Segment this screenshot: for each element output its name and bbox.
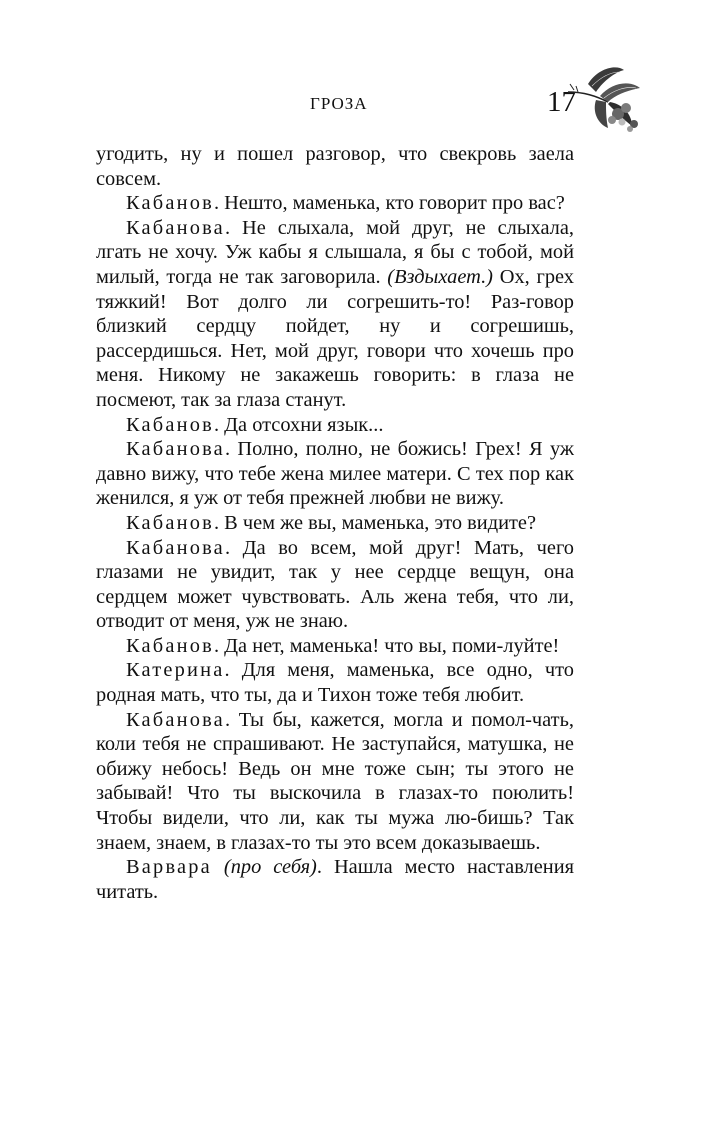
paragraph: [96, 191, 574, 216]
text-run: говор близкий сердцу пойдет, ну и согрешишь,: [96, 290, 574, 338]
stage-direction: (про себя): [223, 856, 317, 879]
speaker-name: Кабанов: [126, 413, 214, 436]
speaker-name: Кабанов: [126, 634, 214, 657]
speaker-name: Кабанов: [126, 511, 214, 534]
running-title: ГРОЗА: [310, 94, 368, 113]
paragraph: [96, 413, 574, 438]
text-run: пор как женился, я уж от тебя прежней любви не: [96, 462, 574, 510]
page-number: 17: [547, 86, 576, 118]
text-run: угодить, ну и пошел разговор, что свекровь заела: [96, 143, 574, 165]
text-run: про меня. Никому не закажешь говорить: в глаза: [96, 339, 574, 387]
text-run: [212, 856, 224, 878]
paragraph: [96, 536, 574, 634]
text-run: . Да нет, маменька! что вы, поми-: [213, 634, 504, 657]
text-run: совсем.: [96, 167, 162, 190]
text-run: . Да отсохни язык...: [213, 413, 384, 436]
text-run: . Да во всем, мой друг! Мать, чего: [224, 536, 574, 559]
text-run: луйте!: [503, 634, 560, 657]
paragraph: [96, 634, 574, 659]
speaker-name: Кабанова: [126, 438, 225, 461]
text-run: бишь? Так знаем, знаем, в глазах-то ты это всем: [96, 807, 575, 854]
paragraph: [96, 708, 574, 856]
text-run: чать, коли тебя не спрашивают. Не заступайся,: [96, 708, 574, 756]
text-run: мой милый, тогда не так заговорила.: [96, 241, 574, 288]
text-run: . Не слыхала, мой друг, не слыхала,: [224, 216, 574, 239]
paragraph: [96, 216, 574, 413]
text-run: глазами не увидит, так у нее сердце вещун, она: [96, 561, 574, 584]
text-run: сердцем может чувствовать. Аль жена тебя, что ли,: [96, 585, 574, 608]
speaker-name: Катерина: [126, 659, 225, 682]
text-run: вас?: [528, 192, 565, 215]
stage-direction: (Вздыхает.): [387, 265, 493, 288]
speaker-name: Кабанова: [126, 216, 225, 239]
text-run: доказываешь.: [421, 831, 541, 854]
speaker-name: Кабанова: [126, 536, 225, 559]
play-text: [96, 142, 574, 904]
text-run: читать.: [96, 880, 159, 903]
text-run: ты этого не забывай! Что ты выскочила в глазах-то: [96, 757, 574, 805]
speaker-name: Кабанов: [126, 192, 214, 215]
paragraph: [96, 658, 574, 707]
text-run: . Ты бы, кажется, могла и помол-: [224, 708, 532, 731]
text-run: матушка, не обижу небось! Ведь он мне тоже сын;: [96, 733, 574, 780]
text-run: вижу.: [456, 487, 504, 510]
text-run: поюлить! Чтобы видели, что ли, как ты мужа лю-: [96, 782, 574, 830]
text-run: . Полно, полно, не божись! Грех!: [224, 438, 522, 461]
text-run: . Нешто, маменька, кто говорит про: [213, 192, 524, 215]
text-run: Я уж давно вижу, что тебе жена милее матери. С тех: [96, 438, 574, 485]
text-run: рассердишься. Нет, мой друг, говори что хочешь: [96, 339, 535, 362]
text-run: . Нашла место наставления: [316, 856, 574, 879]
text-run: отводит от меня, уж не знаю.: [96, 610, 349, 633]
paragraph: [96, 437, 574, 511]
text-run: Ох, грех тяжкий! Вот долго ли согрешить-то! Раз-: [96, 265, 574, 313]
text-run: . Для меня, маменька, все одно, что: [224, 659, 574, 682]
paragraph: [96, 511, 574, 536]
text-run: лгать не хочу. Уж кабы я слышала, я бы с тобой,: [96, 241, 533, 264]
paragraph: [96, 142, 574, 191]
speaker-name: Кабанова: [126, 708, 225, 731]
text-run: . В чем же вы, маменька, это видите?: [213, 511, 536, 534]
paragraph: [96, 855, 574, 904]
leaf-branch-ornament-icon: [566, 62, 646, 134]
speaker-name: Варвара: [126, 856, 212, 879]
text-run: родная мать, что ты, да и Тихон тоже тебя любит.: [96, 684, 525, 707]
text-run: не посмеют, так за глаза станут.: [96, 364, 574, 411]
